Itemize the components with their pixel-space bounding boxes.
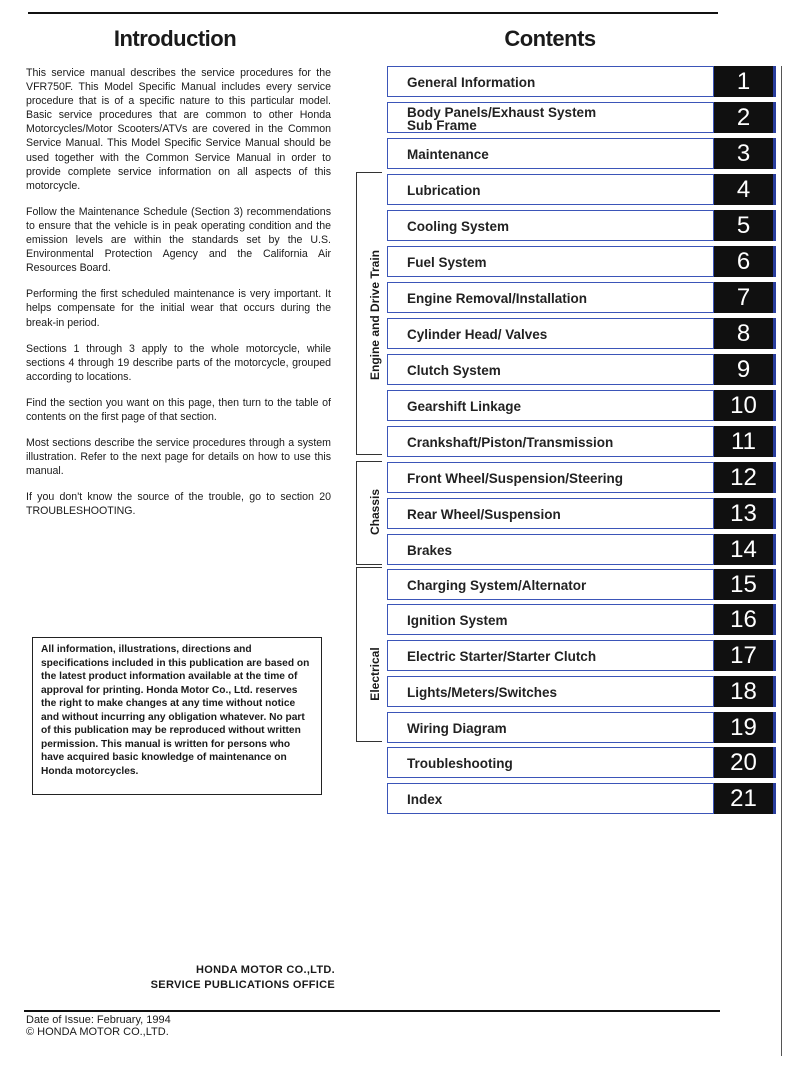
toc-item-lights-meters[interactable] <box>387 676 776 707</box>
toc-item-wiring-diagram[interactable] <box>387 712 776 743</box>
toc-label: Lights/Meters/Switches <box>407 685 558 700</box>
toc-label: Lubrication <box>407 183 481 198</box>
legal-notice-text: All information, illustrations, directions and specifications included in this publication are based on the latest product information available at the time of approval for printing. Honda Motor Co., Ltd. reserves the right to make changes at any time without notice and without incurring any obligation whatever. No part of this publication may be reproduced without written permission. This manual is written for persons who have acquired basic knowledge of maintenance on Honda motorcycles. <box>41 644 310 777</box>
toc-number: 2 <box>714 102 776 133</box>
toc-label: Fuel System <box>407 255 487 270</box>
toc-label-box <box>387 640 714 671</box>
toc-number: 15 <box>714 569 776 600</box>
toc-label-box <box>387 462 714 493</box>
toc-label: Clutch System <box>407 363 501 378</box>
bottom-rule <box>24 1010 720 1012</box>
toc-label: Charging System/Alternator <box>407 578 587 593</box>
toc-label: Electric Starter/Starter Clutch <box>407 649 597 664</box>
copyright: © HONDA MOTOR CO.,LTD. <box>26 1026 169 1038</box>
toc-item-cooling-system[interactable] <box>387 210 776 241</box>
toc-label-box <box>387 783 714 814</box>
toc-label: Front Wheel/Suspension/Steering <box>407 471 624 486</box>
intro-paragraph: Follow the Maintenance Schedule (Section 3) recommendations to ensure that the vehicle is in peak operating condition and the emission levels are within the standards set by the U.S. Environmental Protection Agency and the California Air Resources Board. <box>26 205 331 275</box>
toc-number: 4 <box>714 174 776 205</box>
toc-number: 21 <box>714 783 776 814</box>
toc-label-box <box>387 210 714 241</box>
chassis-group-label: Chassis <box>368 488 382 536</box>
toc-label-box <box>387 318 714 349</box>
toc-number: 5 <box>714 210 776 241</box>
toc-number: 9 <box>714 354 776 385</box>
introduction-title: Introduction <box>113 26 237 51</box>
issue-date: Date of Issue: February, 1994 <box>26 1014 171 1026</box>
intro-paragraph: Sections 1 through 3 apply to the whole motorcycle, while sections 4 through 19 describe parts of the motorcycle, grouped according to locations. <box>26 342 331 383</box>
toc-item-troubleshooting[interactable] <box>387 747 776 778</box>
toc-label: Brakes <box>407 543 453 558</box>
toc-label-box <box>387 534 714 565</box>
toc-item-electric-starter[interactable] <box>387 640 776 671</box>
toc-number: 8 <box>714 318 776 349</box>
toc-label: Engine Removal/Installation <box>407 291 588 306</box>
toc-label-box <box>387 676 714 707</box>
toc-label: Gearshift Linkage <box>407 399 522 414</box>
toc-number: 6 <box>714 246 776 277</box>
introduction-text <box>26 66 331 531</box>
toc-label-box <box>387 569 714 600</box>
toc-number: 16 <box>714 604 776 635</box>
toc-label-box <box>387 102 714 133</box>
toc-label: Rear Wheel/Suspension <box>407 507 561 522</box>
toc-label-box <box>387 246 714 277</box>
toc-label-box <box>387 282 714 313</box>
toc-number: 3 <box>714 138 776 169</box>
toc-number: 19 <box>714 712 776 743</box>
toc-label-box <box>387 498 714 529</box>
toc-item-clutch-system[interactable] <box>387 354 776 385</box>
toc-label-box <box>387 604 714 635</box>
toc-label-box <box>387 354 714 385</box>
toc-label-line: Sub Frame <box>407 118 477 133</box>
toc-item-maintenance[interactable] <box>387 138 776 169</box>
toc-number: 18 <box>714 676 776 707</box>
toc-label: General Information <box>407 75 536 90</box>
legal-notice-box <box>32 637 322 795</box>
toc-label-line: Body Panels/Exhaust System <box>407 105 597 120</box>
page-edge <box>781 66 782 1056</box>
toc-label-box <box>387 138 714 169</box>
toc-label: Troubleshooting <box>407 756 513 771</box>
toc-item-lubrication[interactable] <box>387 174 776 205</box>
toc-number: 1 <box>714 66 776 97</box>
toc-item-body-panels[interactable] <box>387 102 776 133</box>
toc-number: 17 <box>714 640 776 671</box>
toc-item-brakes[interactable] <box>387 534 776 565</box>
toc-number: 11 <box>714 426 776 457</box>
toc-label: Cylinder Head/ Valves <box>407 327 548 342</box>
toc-item-ignition-system[interactable] <box>387 604 776 635</box>
toc-label-box <box>387 390 714 421</box>
intro-paragraph: Find the section you want on this page, then turn to the table of contents on the first page of that section. <box>26 396 331 423</box>
toc-item-front-wheel[interactable] <box>387 462 776 493</box>
toc-item-cylinder-head[interactable] <box>387 318 776 349</box>
intro-paragraph: Performing the first scheduled maintenance is very important. It helps compensate for the initial wear that occurs during the break-in period. <box>26 288 331 329</box>
toc-item-crankshaft[interactable] <box>387 426 776 457</box>
toc-number: 7 <box>714 282 776 313</box>
toc-label: Ignition System <box>407 613 508 628</box>
toc-item-gearshift-linkage[interactable] <box>387 390 776 421</box>
toc-label <box>407 106 596 132</box>
toc-number: 12 <box>714 462 776 493</box>
top-rule <box>28 12 718 14</box>
toc-label: Wiring Diagram <box>407 721 507 736</box>
toc-label: Crankshaft/Piston/Transmission <box>407 435 614 450</box>
toc-item-fuel-system[interactable] <box>387 246 776 277</box>
contents-title: Contents <box>504 26 596 51</box>
electrical-group-label: Electrical <box>368 647 382 701</box>
toc-label-box <box>387 426 714 457</box>
toc-label: Cooling System <box>407 219 510 234</box>
toc-number: 20 <box>714 747 776 778</box>
toc-label: Maintenance <box>407 147 489 162</box>
intro-paragraph: This service manual describes the service procedures for the VFR750F. This Model Specific Manual includes every service procedure that is of a specific nature to this particular model. Basic service procedures that are common to other Honda Motorcycles/Motor Scooters/ATVs are covered in the Common Service Manual. This Model Specific Service Manual should be used together with the Common Service Manual in order to provide complete service information on all aspects of this motorcycle. <box>26 67 331 192</box>
toc-label-box <box>387 174 714 205</box>
toc-item-rear-wheel[interactable] <box>387 498 776 529</box>
toc-item-general-information[interactable] <box>387 66 776 97</box>
engine-group-label: Engine and Drive Train <box>368 249 382 381</box>
publisher-office: SERVICE PUBLICATIONS OFFICE <box>150 979 335 991</box>
publisher-block <box>120 963 335 993</box>
toc-number: 10 <box>714 390 776 421</box>
toc-number: 14 <box>714 534 776 565</box>
toc-label-box <box>387 66 714 97</box>
publisher-company: HONDA MOTOR CO.,LTD. <box>195 964 335 976</box>
intro-paragraph: If you don't know the source of the trouble, go to section 20 TROUBLESHOOTING. <box>26 491 331 518</box>
toc-item-charging-system[interactable] <box>387 569 776 600</box>
toc-item-index[interactable] <box>387 783 776 814</box>
toc-item-engine-removal[interactable] <box>387 282 776 313</box>
intro-paragraph: Most sections describe the service procedures through a system illustration. Refer to the next page for details on how to use this manual. <box>26 437 331 478</box>
toc-label-box <box>387 747 714 778</box>
toc-number: 13 <box>714 498 776 529</box>
toc-label-box <box>387 712 714 743</box>
toc-label: Index <box>407 792 443 807</box>
issue-info <box>26 1014 171 1038</box>
